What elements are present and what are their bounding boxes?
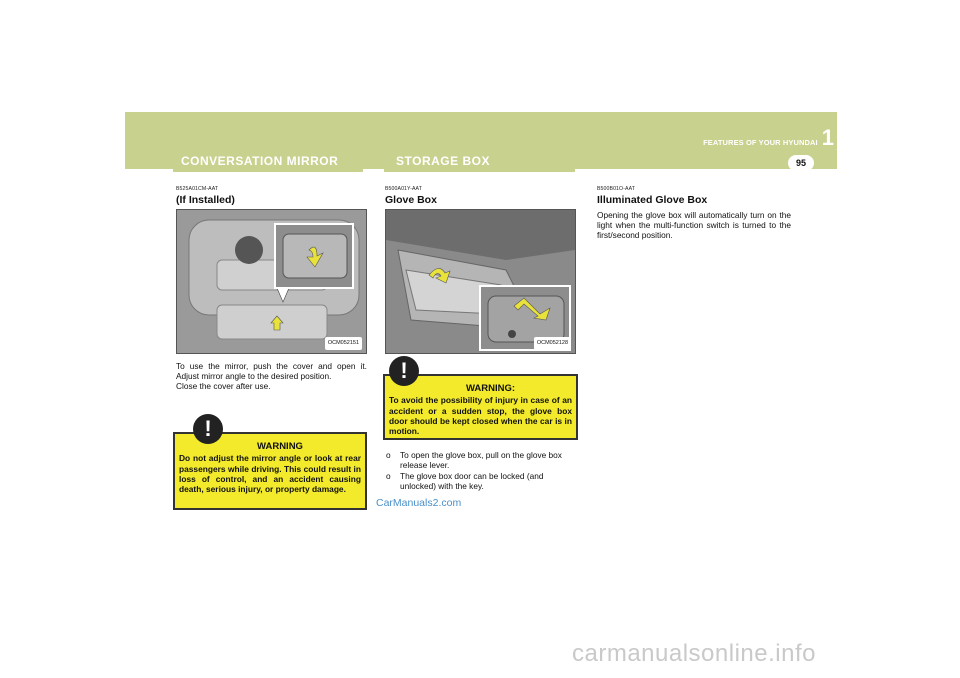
mirror-illustration xyxy=(177,210,366,353)
figure-code: OCM052151 xyxy=(325,337,362,349)
bullet-text: The glove box door can be locked (and unlocked) with the key. xyxy=(400,470,544,491)
subheading: (If Installed) xyxy=(176,194,235,207)
glove-box-instructions xyxy=(386,450,576,491)
footer-watermark: carmanualsonline.info xyxy=(572,640,816,667)
section-code: B500B01O-AAT xyxy=(597,186,636,192)
warning-exclamation-icon: ! xyxy=(389,356,419,386)
list-item xyxy=(386,471,576,492)
section-code: B500A01Y-AAT xyxy=(385,186,422,192)
figure-code: OCM052128 xyxy=(534,337,571,349)
chapter-number: 1 xyxy=(821,125,834,150)
glove-box-figure xyxy=(385,209,576,354)
carmanuals2-watermark[interactable]: CarManuals2.com xyxy=(376,497,462,509)
warning-box-glove-box xyxy=(383,358,578,440)
warning-text: Do not adjust the mirror angle or look at rear passengers while driving. This could result in loss of control, and an accident causing death, serious injury, or property damage. xyxy=(179,453,361,495)
warning-title: WARNING: xyxy=(465,383,516,394)
bullet-mark: o xyxy=(386,450,391,460)
section-tab-storage-box: STORAGE BOX xyxy=(384,150,575,172)
warning-box-mirror xyxy=(173,416,367,510)
subheading: Illuminated Glove Box xyxy=(597,194,708,207)
warning-title: WARNING xyxy=(257,441,303,452)
bullet-text: To open the glove box, pull on the glove box release lever. xyxy=(400,450,562,471)
warning-exclamation-icon: ! xyxy=(193,414,223,444)
subheading: Glove Box xyxy=(385,194,437,207)
glove-box-illustration xyxy=(386,210,575,353)
column-conversation-mirror xyxy=(176,184,367,392)
section-tab-conversation-mirror: CONVERSATION MIRROR xyxy=(173,150,363,172)
mirror-figure xyxy=(176,209,367,354)
bullet-mark: o xyxy=(386,470,391,481)
chapter-header xyxy=(703,125,834,150)
page-number: 95 xyxy=(788,155,814,171)
column-illuminated-glove-box xyxy=(597,184,791,241)
mirror-instructions: To use the mirror, push the cover and open it. Adjust mirror angle to the desired position. xyxy=(176,360,367,382)
column-storage-box xyxy=(385,184,576,354)
section-code: B525A01CM-AAT xyxy=(176,186,219,192)
illuminated-description: Opening the glove box will automatically turn on the light when the multi-function switch is turned to the first/second position. xyxy=(597,209,791,241)
warning-text: To avoid the possibility of injury in case of an accident or a sudden stop, the glove box door should be kept closed when the car is in motion. xyxy=(389,395,572,437)
list-item xyxy=(386,450,576,471)
mirror-instructions-close: Close the cover after use. xyxy=(176,381,271,392)
chapter-title: FEATURES OF YOUR HYUNDAI xyxy=(703,138,818,147)
